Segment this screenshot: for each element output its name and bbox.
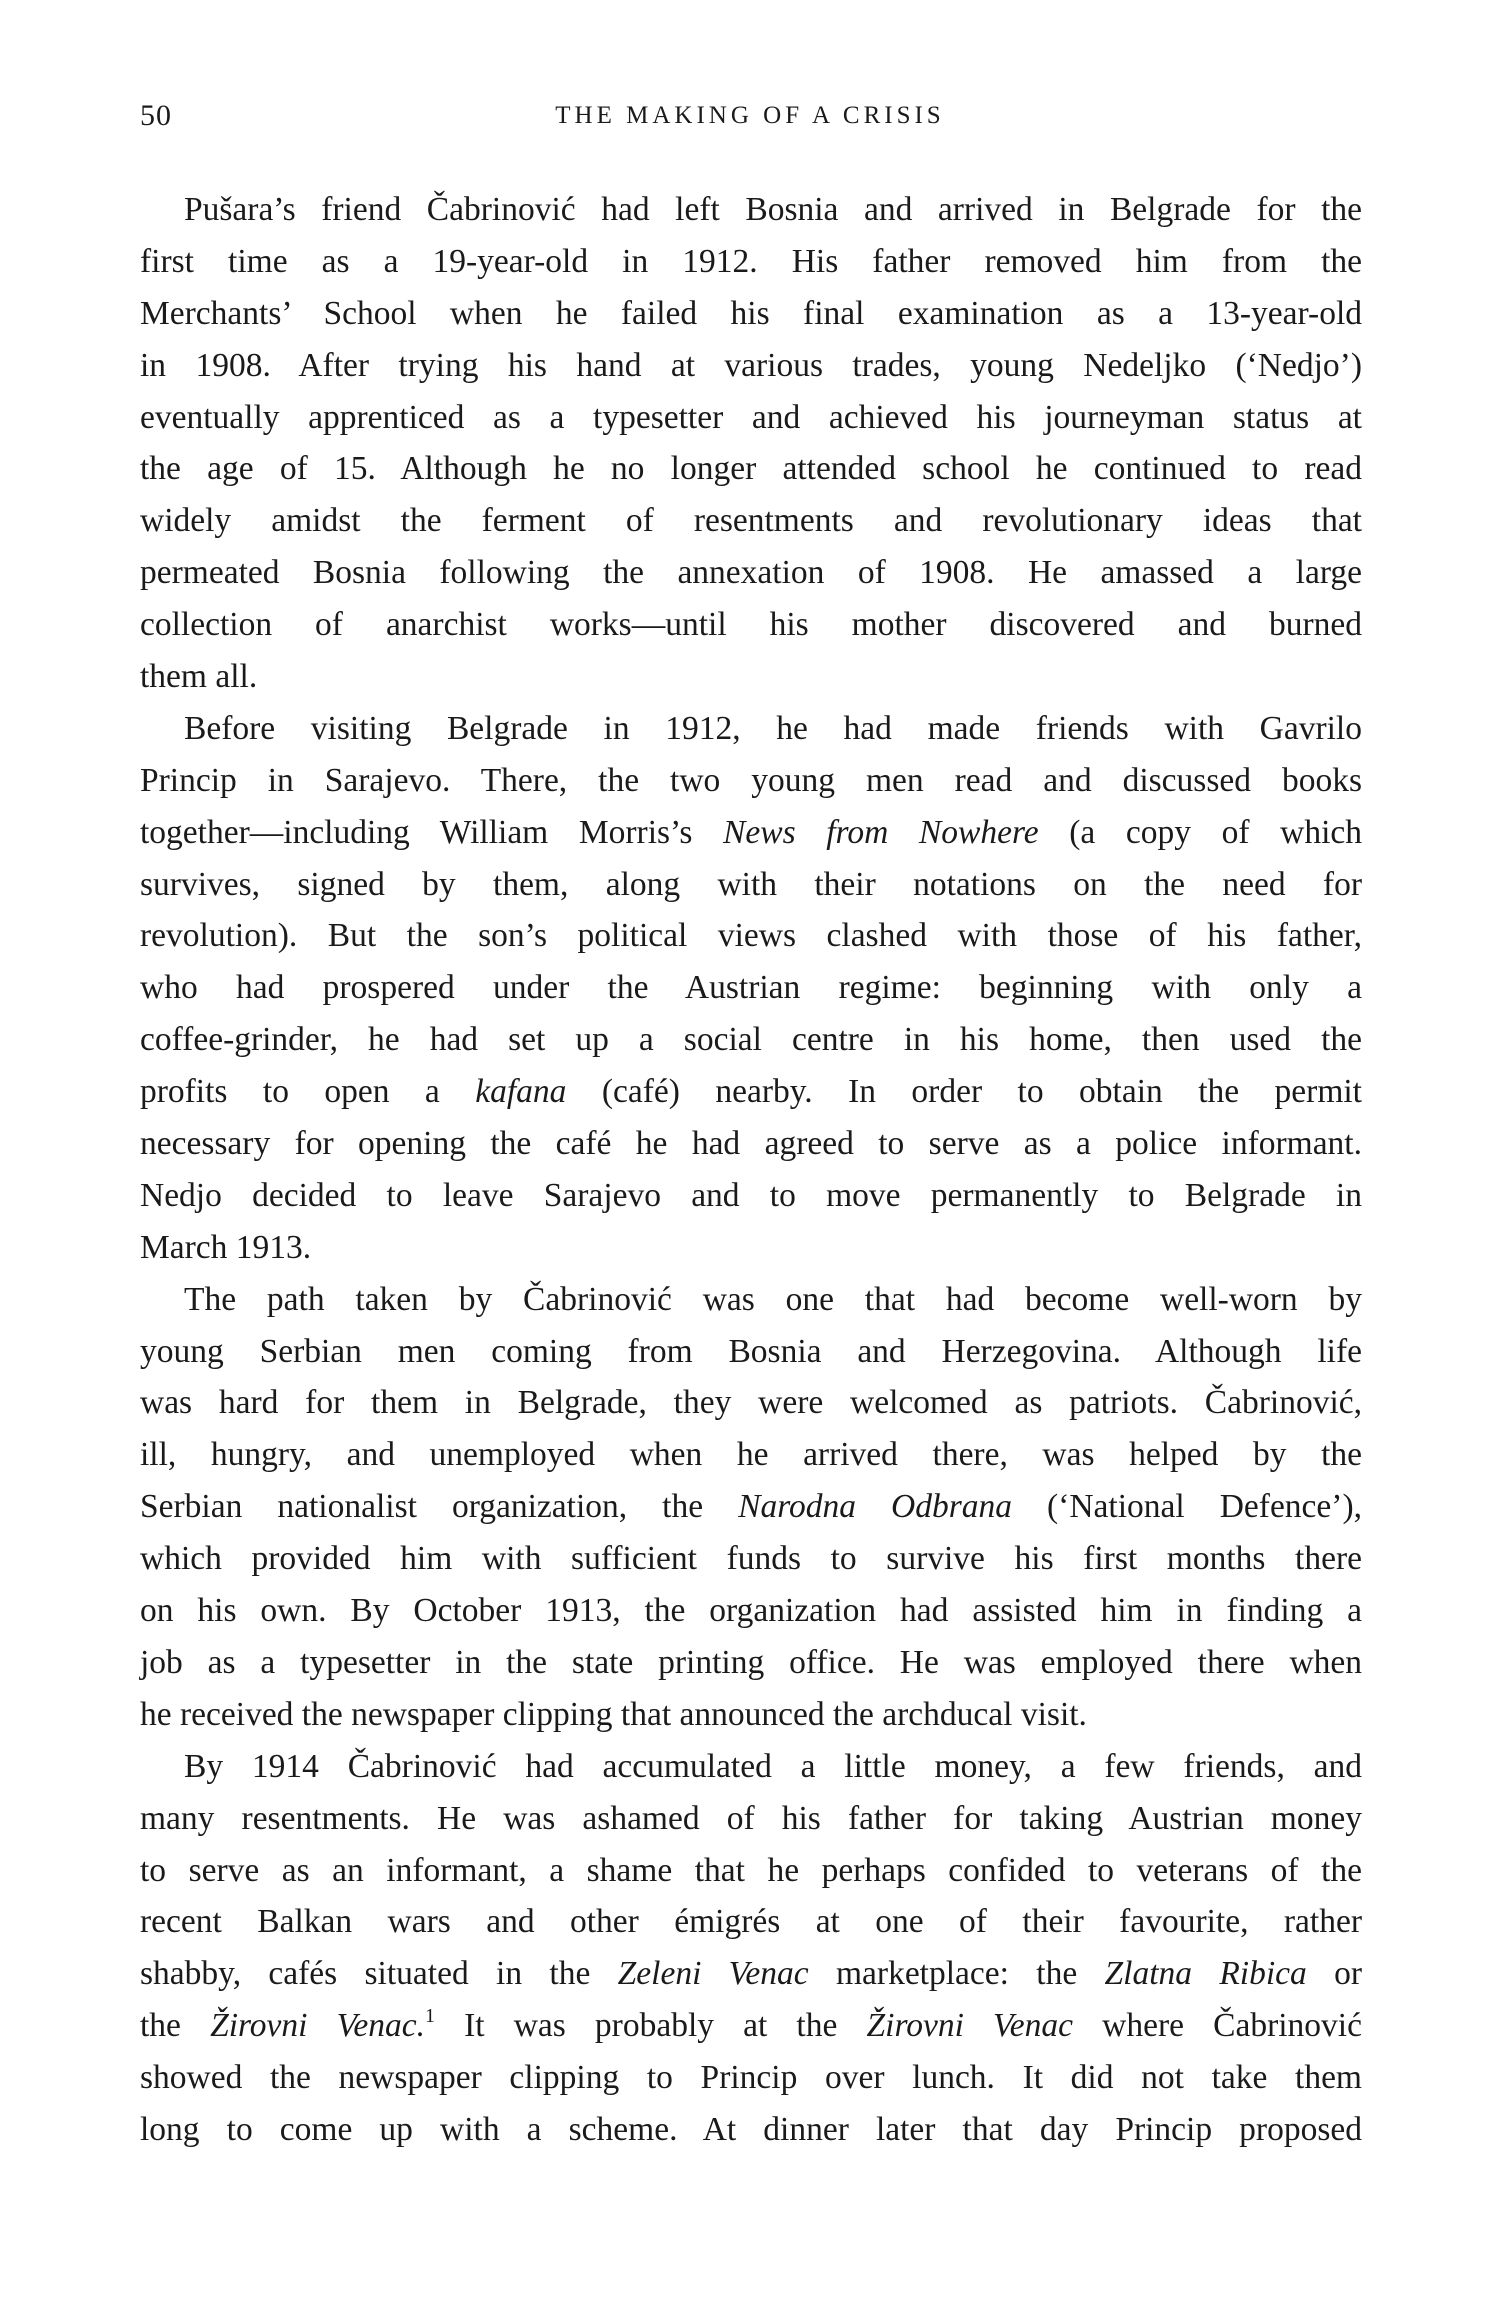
text-run: permeated Bosnia following the annexation of 1908. He amassed a large	[140, 554, 1362, 592]
text-line	[140, 1170, 1362, 1222]
text-line	[140, 1793, 1362, 1845]
text-run: (‘National Defence’),	[1012, 1488, 1362, 1526]
text-run: together—including William Morris’s	[140, 813, 724, 851]
text-run: eventually apprenticed as a typesetter and achieved his journeyman status at	[140, 398, 1362, 436]
text-line	[140, 1377, 1362, 1429]
text-run: The path taken by Čabrinović was one that had become well-worn by	[184, 1280, 1362, 1318]
text-run: collection of anarchist works—until his mother discovered and burned	[140, 606, 1362, 644]
text-run: shabby, cafés situated in the	[140, 1955, 618, 1993]
text-run: job as a typesetter in the state printing office. He was employed there when	[140, 1643, 1362, 1681]
paragraph	[140, 184, 1362, 703]
text-run: in 1908. After trying his hand at various trades, young Nedeljko (‘Nedjo’)	[140, 346, 1362, 384]
text-run: revolution). But the son’s political views clashed with those of his father,	[140, 917, 1362, 955]
text-run: which provided him with sufficient funds to survive his first months there	[140, 1540, 1362, 1578]
text-run: recent Balkan wars and other émigrés at one of their favourite, rather	[140, 1903, 1362, 1941]
text-line	[140, 1326, 1362, 1378]
text-line	[140, 443, 1362, 495]
text-line	[140, 1637, 1362, 1689]
text-line	[140, 1585, 1362, 1637]
text-run: By 1914 Čabrinović had accumulated a little money, a few friends, and	[184, 1747, 1362, 1785]
text-line	[140, 1429, 1362, 1481]
text-run: to serve as an informant, a shame that he perhaps confided to veterans of the	[140, 1851, 1362, 1889]
text-line	[140, 651, 1362, 703]
text-run: long to come up with a scheme. At dinner later that day Princip proposed	[140, 2110, 1362, 2148]
body-text	[140, 184, 1362, 2156]
text-line	[140, 859, 1362, 911]
text-line	[140, 340, 1362, 392]
text-run: or	[1306, 1955, 1362, 1993]
text-run: the age of 15. Although he no longer attended school he continued to read	[140, 450, 1362, 488]
text-line	[140, 703, 1362, 755]
text-line	[140, 1118, 1362, 1170]
text-line	[140, 2052, 1362, 2104]
text-run: was hard for them in Belgrade, they were welcomed as patriots. Čabrinović,	[140, 1384, 1362, 1422]
text-line	[140, 1014, 1362, 1066]
text-run: he received the newspaper clipping that announced the archducal visit.	[140, 1695, 1087, 1733]
text-line	[140, 547, 1362, 599]
text-line	[140, 1481, 1362, 1533]
italic-term: Narodna Odbrana	[738, 1488, 1013, 1526]
text-run: Princip in Sarajevo. There, the two young men read and discussed books	[140, 761, 1362, 799]
text-line	[140, 236, 1362, 288]
text-line	[140, 184, 1362, 236]
text-line	[140, 2000, 1362, 2052]
text-line	[140, 1274, 1362, 1326]
page-number: 50	[140, 99, 172, 132]
text-run: them all.	[140, 658, 258, 696]
text-line	[140, 755, 1362, 807]
text-run: Pušara’s friend Čabrinović had left Bosnia and arrived in Belgrade for the	[184, 191, 1362, 228]
text-run: survives, signed by them, along with their notations on the need for	[140, 865, 1362, 903]
italic-term: Zlatna Ribica	[1104, 1955, 1307, 1993]
text-line	[140, 1741, 1362, 1793]
text-line	[140, 1689, 1362, 1741]
text-run: coffee-grinder, he had set up a social centre in his home, then used the	[140, 1021, 1362, 1059]
text-run: It was probably at the	[434, 2007, 867, 2045]
text-run: showed the newspaper clipping to Princip over lunch. It did not take them	[140, 2059, 1362, 2097]
italic-term: Žirovni Venac.	[210, 2007, 425, 2045]
italic-term: kafana	[475, 1073, 567, 1111]
text-run: Serbian nationalist organization, the	[140, 1488, 739, 1526]
text-run: where Čabrinović	[1073, 2007, 1362, 2045]
text-line	[140, 1533, 1362, 1585]
text-line	[140, 1066, 1362, 1118]
text-run: ill, hungry, and unemployed when he arrived there, was helped by the	[140, 1436, 1362, 1474]
text-line	[140, 288, 1362, 340]
text-run: on his own. By October 1913, the organization had assisted him in finding a	[140, 1592, 1362, 1630]
text-line	[140, 495, 1362, 547]
italic-term: Žirovni Venac	[866, 2007, 1074, 2045]
footnote-marker[interactable]: 1	[424, 2005, 435, 2028]
text-run: profits to open a	[140, 1073, 476, 1111]
paragraph	[140, 1741, 1362, 2156]
paragraph	[140, 703, 1362, 1274]
text-run: necessary for opening the café he had agreed to serve as a police informant.	[140, 1125, 1362, 1163]
running-head-title: THE MAKING OF A CRISIS	[555, 102, 945, 129]
paragraph	[140, 1274, 1362, 1741]
text-run: March 1913.	[140, 1228, 312, 1266]
text-line	[140, 1222, 1362, 1274]
text-run: who had prospered under the Austrian regime: beginning with only a	[140, 969, 1362, 1007]
text-line	[140, 392, 1362, 444]
text-line	[140, 962, 1362, 1014]
text-line	[140, 807, 1362, 859]
text-run: many resentments. He was ashamed of his father for taking Austrian money	[140, 1799, 1362, 1837]
text-line	[140, 1948, 1362, 2000]
text-run: Before visiting Belgrade in 1912, he had made friends with Gavrilo	[184, 709, 1362, 747]
text-run: first time as a 19-year-old in 1912. His father removed him from the	[140, 242, 1362, 280]
text-run: young Serbian men coming from Bosnia and Herzegovina. Although life	[140, 1332, 1362, 1370]
italic-term: News from Nowhere	[723, 813, 1039, 851]
text-line	[140, 2104, 1362, 2156]
text-run: marketplace: the	[808, 1955, 1105, 1993]
text-run: (a copy of which	[1038, 813, 1362, 851]
text-run: the	[140, 2007, 211, 2045]
text-line	[140, 910, 1362, 962]
text-run: widely amidst the ferment of resentments and revolutionary ideas that	[140, 502, 1362, 540]
text-run: Nedjo decided to leave Sarajevo and to move permanently to Belgrade in	[140, 1176, 1362, 1214]
text-run: (café) nearby. In order to obtain the permit	[566, 1073, 1362, 1111]
text-line	[140, 599, 1362, 651]
text-line	[140, 1845, 1362, 1897]
text-line	[140, 1896, 1362, 1948]
italic-term: Zeleni Venac	[617, 1955, 809, 1993]
text-run: Merchants’ School when he failed his final examination as a 13-year-old	[140, 294, 1362, 332]
